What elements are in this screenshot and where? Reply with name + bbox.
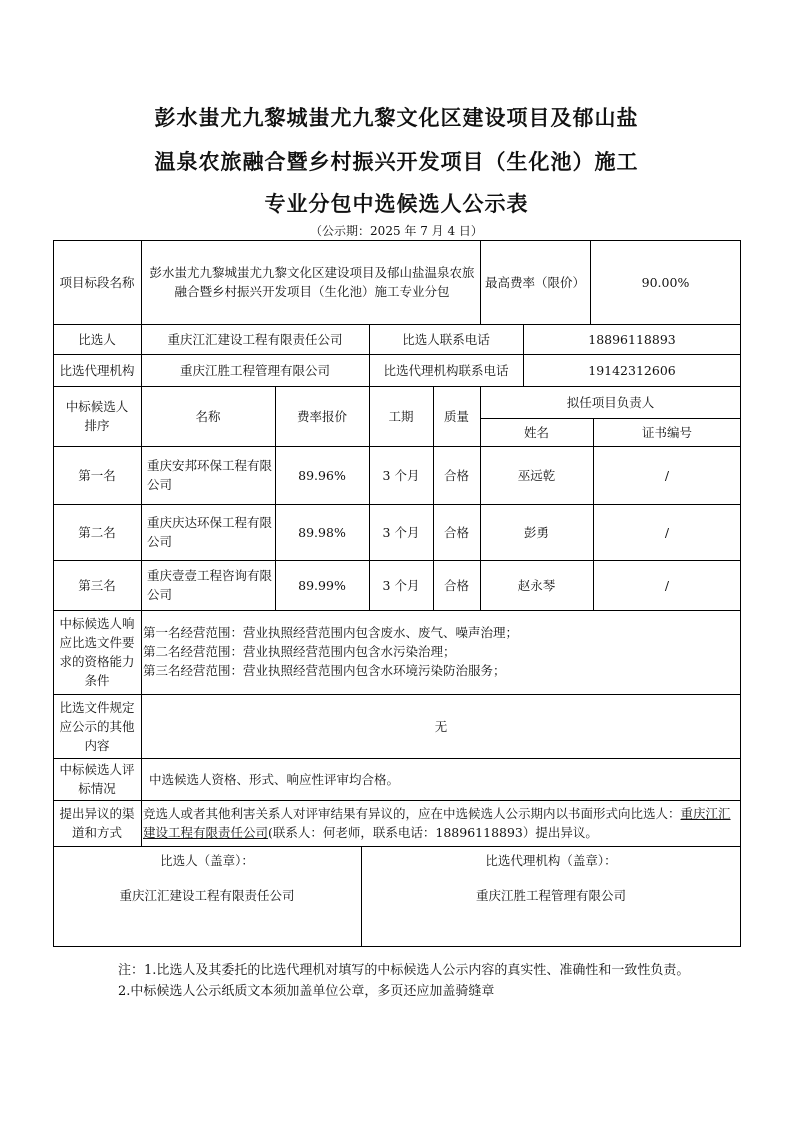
candidate-period: 3 个月 xyxy=(382,467,420,483)
header-rank: 中标候选人排序 xyxy=(65,399,129,433)
candidate-rank: 第三名 xyxy=(78,577,116,593)
announcement-table xyxy=(53,240,741,947)
candidate-quality: 合格 xyxy=(443,467,469,483)
selector-seal-label: 比选人（盖章）： xyxy=(160,852,254,868)
agency-label: 比选代理机构 xyxy=(59,362,135,378)
agency-name: 重庆江胜工程管理有限公司 xyxy=(179,362,330,378)
qualification-line: 第一名经营范围：营业执照经营范围内包含废水、废气、噪声治理； xyxy=(143,625,519,640)
objection-label: 提出异议的渠道和方式 xyxy=(59,806,135,840)
agency-seal-label: 比选代理机构（盖章）： xyxy=(485,852,617,868)
project-name: 彭水蚩尤九黎城蚩尤九黎文化区建设项目及郁山盐温泉农旅融合暨乡村振兴开发项目（生化池）施工专业分包 xyxy=(149,265,475,299)
qualification-line: 第三名经营范围：营业执照经营范围内包含水环境污染防治服务； xyxy=(143,663,506,678)
candidate-period: 3 个月 xyxy=(382,524,420,540)
agency-seal-name: 重庆江胜工程管理有限公司 xyxy=(475,887,626,903)
header-rate: 费率报价 xyxy=(296,408,347,424)
selector-name: 重庆江汇建设工程有限责任公司 xyxy=(167,331,343,347)
header-manager: 拟任项目负责人 xyxy=(566,394,655,410)
header-cert: 证书编号 xyxy=(641,424,692,440)
note-1: 注：1.比选人及其委托的比选代理机对填写的中标候选人公示内容的真实性、准确性和一致性负责。 xyxy=(118,963,690,978)
title-line-3: 专业分包中选候选人公示表 xyxy=(264,192,529,216)
title-line-1: 彭水蚩尤九黎城蚩尤九黎文化区建设项目及郁山盐 xyxy=(154,106,639,130)
candidate-rate: 89.99% xyxy=(298,577,346,593)
evaluation-label: 中标候选人评标情况 xyxy=(59,762,135,796)
objection-text-a: 竞选人或者其他利害关系人对评审结果有异议的，应在中选候选人公示期内以书面形式向比选人： xyxy=(143,806,681,821)
header-quality: 质量 xyxy=(443,408,469,424)
evaluation-value: 中选候选人资格、形式、响应性评审均合格。 xyxy=(149,771,400,787)
candidate-manager: 彭勇 xyxy=(523,524,549,540)
objection-text xyxy=(143,804,737,842)
candidate-cert: / xyxy=(664,524,670,540)
candidate-rate: 89.96% xyxy=(298,467,346,483)
candidate-rate: 89.98% xyxy=(298,524,346,540)
selector-phone-label: 比选人联系电话 xyxy=(402,331,490,347)
max-rate-label: 最高费率（限价） xyxy=(484,274,585,290)
candidate-name: 重庆庆达环保工程有限公司 xyxy=(147,515,273,549)
other-value: 无 xyxy=(434,718,448,734)
publish-date: （公示期：2025 年 7 月 4 日） xyxy=(310,224,483,238)
candidate-manager: 赵永琴 xyxy=(517,577,556,593)
candidate-name: 重庆安邦环保工程有限公司 xyxy=(147,458,273,492)
objection-company: 重庆江汇建设工程有限责任公司 xyxy=(143,806,731,840)
project-label: 项目标段名称 xyxy=(59,274,135,290)
objection-text-b: (联系人：何老师，联系电话：18896118893）提出异议。 xyxy=(268,825,598,840)
header-name: 名称 xyxy=(195,408,221,424)
candidate-quality: 合格 xyxy=(443,524,469,540)
candidate-cert: / xyxy=(664,467,670,483)
candidate-rank: 第二名 xyxy=(78,524,116,540)
note-2: 2.中标候选人公示纸质文本须加盖单位公章，多页还应加盖骑缝章 xyxy=(118,984,495,999)
candidate-manager: 巫远乾 xyxy=(517,467,556,483)
qualification-line: 第二名经营范围：营业执照经营范围内包含水污染治理； xyxy=(143,644,456,659)
candidate-quality: 合格 xyxy=(443,577,469,593)
other-label: 比选文件规定应公示的其他内容 xyxy=(59,699,135,753)
max-rate-value: 90.00% xyxy=(641,274,690,290)
qualification-lines xyxy=(143,623,733,680)
candidate-cert: / xyxy=(664,577,670,593)
notes xyxy=(118,962,718,1004)
title-line-2: 温泉农旅融合暨乡村振兴开发项目（生化池）施工 xyxy=(154,150,639,174)
header-period: 工期 xyxy=(388,408,414,424)
agency-phone: 19142312606 xyxy=(588,362,676,378)
selector-seal-name: 重庆江汇建设工程有限责任公司 xyxy=(119,887,295,903)
selector-phone: 18896118893 xyxy=(588,331,676,347)
candidate-rank: 第一名 xyxy=(78,467,116,483)
candidate-name: 重庆壹壹工程咨询有限公司 xyxy=(147,568,273,602)
agency-phone-label: 比选代理机构联系电话 xyxy=(383,362,509,378)
candidate-period: 3 个月 xyxy=(382,577,420,593)
selector-label: 比选人 xyxy=(78,331,116,347)
header-manager-name: 姓名 xyxy=(523,424,549,440)
qualification-label: 中标候选人响应比选文件要求的资格能力条件 xyxy=(59,616,135,688)
